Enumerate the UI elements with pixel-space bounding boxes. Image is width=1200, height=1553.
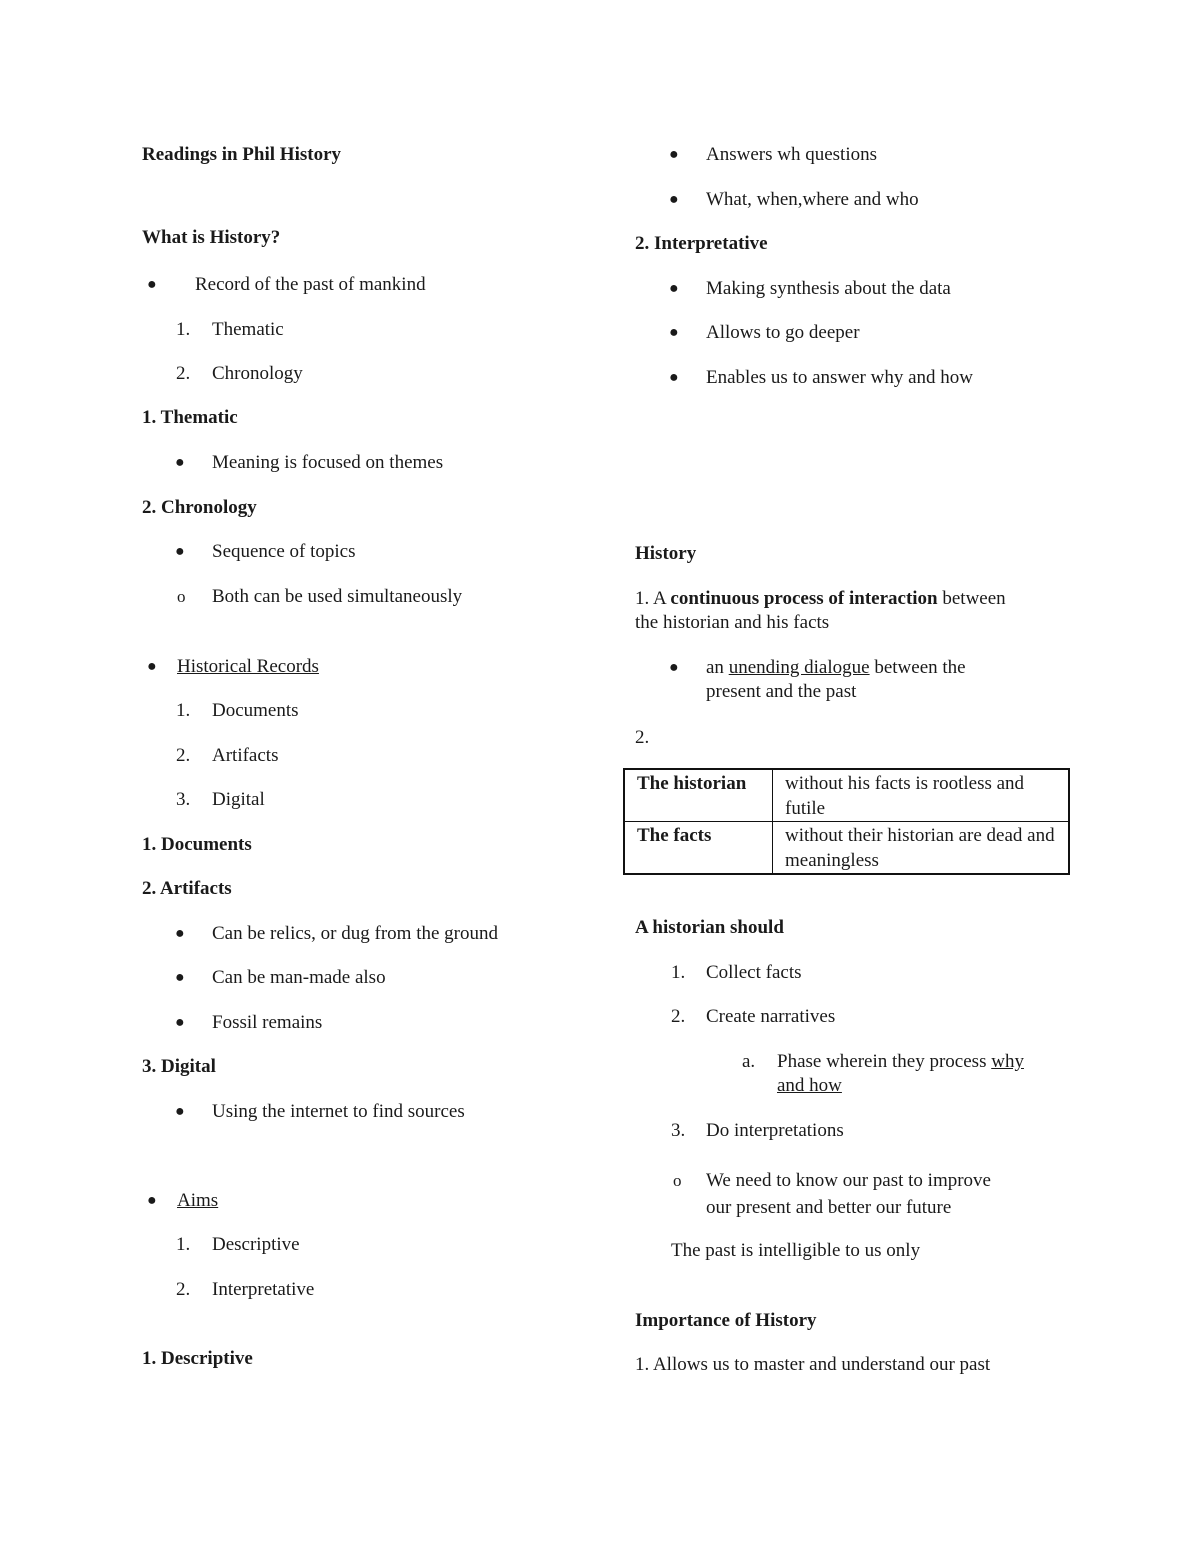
list-item: Sequence of topics	[212, 541, 356, 562]
list-item: Artifacts	[212, 745, 279, 766]
list-item: Allows to go deeper	[706, 322, 860, 343]
list-item: Can be man-made also	[212, 967, 386, 988]
heading-aims: Aims	[177, 1190, 219, 1211]
bullet-icon: ●	[175, 1103, 185, 1120]
list-item: Descriptive	[212, 1234, 300, 1255]
intelligible-text: The past is intelligible to us only	[671, 1240, 921, 1261]
list-number: 1.	[176, 700, 191, 721]
list-item: Making synthesis about the data	[706, 278, 951, 299]
heading-historian-should: A historian should	[635, 917, 784, 938]
heading-artifacts: 2. Artifacts	[142, 878, 232, 899]
sub-list-item: Phase wherein they process why	[777, 1051, 1024, 1072]
list-item: an unending dialogue between the	[706, 657, 966, 678]
heading-documents: 1. Documents	[142, 834, 252, 855]
list-number: 2.	[176, 363, 191, 384]
heading-digital: 3. Digital	[142, 1056, 216, 1077]
list-number: 1.	[176, 319, 191, 340]
bullet-icon: ●	[175, 454, 185, 471]
bullet-icon: ●	[147, 1192, 157, 1209]
list-item: Interpretative	[212, 1279, 315, 1300]
heading-interpretative: 2. Interpretative	[635, 233, 768, 254]
table-cell-term: The facts	[624, 822, 773, 875]
heading-importance: Importance of History	[635, 1310, 817, 1331]
list-item: We need to know our past to improve	[706, 1170, 991, 1191]
list-number: 3.	[671, 1120, 686, 1141]
list-item: What, when,where and who	[706, 189, 919, 210]
list-item: Documents	[212, 700, 299, 721]
bullet-icon: ●	[669, 324, 679, 341]
heading-chronology: 2. Chronology	[142, 497, 257, 518]
bullet-icon: ●	[175, 925, 185, 942]
circle-bullet-icon: o	[177, 587, 186, 606]
list-item: Record of the past of mankind	[195, 274, 426, 295]
bullet-icon: ●	[147, 276, 157, 293]
historian-facts-table	[623, 768, 1070, 875]
bullet-icon: ●	[669, 146, 679, 163]
bullet-icon: ●	[175, 969, 185, 986]
list-item: Do interpretations	[706, 1120, 844, 1141]
bullet-icon: ●	[175, 543, 185, 560]
bullet-icon: ●	[669, 369, 679, 386]
list-item: Enables us to answer why and how	[706, 367, 974, 388]
circle-bullet-icon: o	[673, 1171, 682, 1190]
table-cell-desc: without their historian are dead and meaningless	[773, 822, 1070, 875]
table-row	[624, 769, 1069, 822]
history-point-1: 1. A continuous process of interaction between	[635, 588, 1006, 609]
list-number: 3.	[176, 789, 191, 810]
list-item: Thematic	[212, 319, 284, 340]
bullet-icon: ●	[669, 659, 679, 676]
list-number: 1.	[176, 1234, 191, 1255]
bullet-icon: ●	[669, 280, 679, 297]
heading-historical-records: Historical Records	[177, 656, 319, 677]
list-number: 2.	[671, 1006, 686, 1027]
list-item-cont: present and the past	[706, 681, 857, 702]
list-item: Answers wh questions	[706, 144, 877, 165]
sub-list-item-cont: and how	[777, 1075, 842, 1096]
heading-history: History	[635, 543, 697, 564]
heading-thematic: 1. Thematic	[142, 407, 238, 428]
page-title: Readings in Phil History	[142, 144, 341, 165]
bullet-icon: ●	[175, 1014, 185, 1031]
table-row	[624, 822, 1069, 875]
list-item: Both can be used simultaneously	[212, 586, 463, 607]
list-number: 2.	[176, 1279, 191, 1300]
table-cell-desc: without his facts is rootless and futile	[773, 769, 1070, 822]
list-item: Chronology	[212, 363, 303, 384]
list-item: Collect facts	[706, 962, 802, 983]
list-item-cont: our present and better our future	[706, 1197, 952, 1218]
list-item: Create narratives	[706, 1006, 836, 1027]
history-point-1-cont: the historian and his facts	[635, 612, 830, 633]
heading-what-is-history: What is History?	[142, 227, 281, 248]
bullet-icon: ●	[669, 191, 679, 208]
list-number: 1.	[671, 962, 686, 983]
importance-point-1: 1. Allows us to master and understand our past	[635, 1354, 991, 1375]
list-letter: a.	[742, 1051, 756, 1072]
table-cell-term: The historian	[624, 769, 773, 822]
list-item: Digital	[212, 789, 265, 810]
bullet-icon: ●	[147, 658, 157, 675]
history-point-2: 2.	[635, 727, 650, 748]
list-item: Can be relics, or dug from the ground	[212, 923, 498, 944]
list-item: Fossil remains	[212, 1012, 323, 1033]
list-item: Meaning is focused on themes	[212, 452, 444, 473]
heading-descriptive: 1. Descriptive	[142, 1348, 253, 1369]
list-item: Using the internet to find sources	[212, 1101, 465, 1122]
list-number: 2.	[176, 745, 191, 766]
